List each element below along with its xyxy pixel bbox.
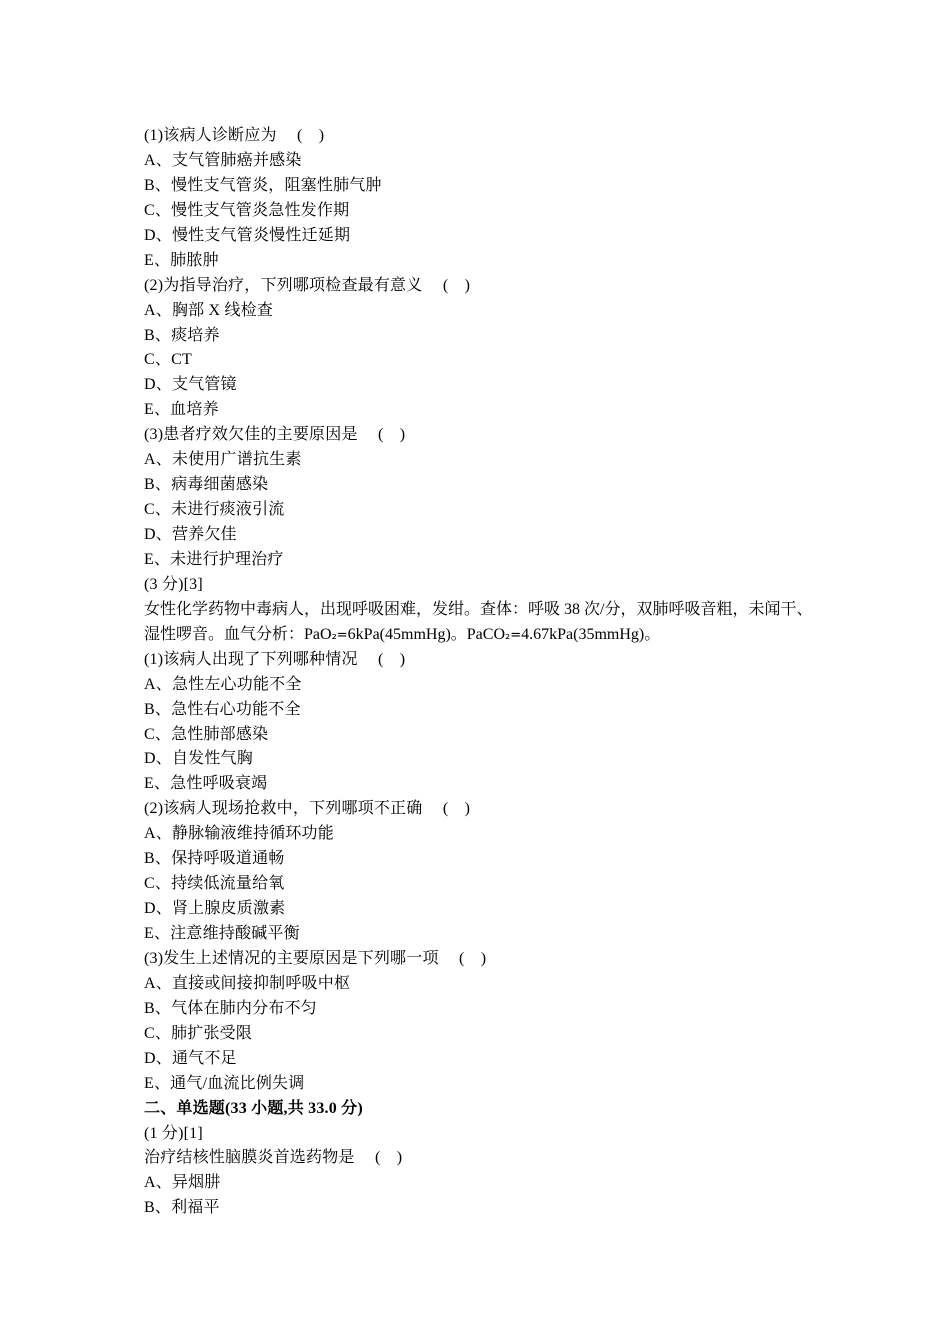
answer-option: A、急性左心功能不全 bbox=[144, 675, 302, 693]
answer-option: A、支气管肺癌并感染 bbox=[144, 151, 302, 169]
answer-option: C、肺扩张受限 bbox=[144, 1024, 253, 1042]
question-stem: (2)为指导治疗，下列哪项检查最有意义 ( ) bbox=[144, 276, 471, 294]
answer-option: A、异烟肼 bbox=[144, 1174, 221, 1192]
question-stem: (1)该病人诊断应为 ( ) bbox=[144, 127, 325, 144]
case-line: 女性化学药物中毒病人，出现呼吸困难，发绀。查体：呼吸 38 次/分，双肺呼吸音粗，未闻干、 bbox=[144, 600, 813, 618]
answer-option: D、肾上腺皮质激素 bbox=[144, 900, 286, 918]
answer-option: A、未使用广谱抗生素 bbox=[144, 451, 302, 469]
answer-option: A、胸部 X 线检查 bbox=[144, 301, 274, 319]
answer-option: D、营养欠佳 bbox=[144, 526, 237, 543]
answer-option: E、通气/血流比例失调 bbox=[144, 1074, 305, 1092]
answer-option: E、肺脓肿 bbox=[144, 251, 219, 269]
answer-option: C、未进行痰液引流 bbox=[144, 501, 285, 519]
answer-option: B、保持呼吸道通畅 bbox=[144, 850, 285, 868]
answer-option: B、痰培养 bbox=[144, 326, 220, 344]
score-marker: (1 分)[1] bbox=[144, 1124, 203, 1142]
answer-option: D、支气管镜 bbox=[144, 376, 237, 394]
case-text-segment: 湿性啰音。血气分析：PaO bbox=[144, 625, 332, 643]
section-heading: 二、单选题(33 小题,共 33.0 分) bbox=[144, 1099, 363, 1117]
score-marker: (3 分)[3] bbox=[144, 575, 203, 593]
answer-option: B、利福平 bbox=[144, 1199, 220, 1217]
answer-option: C、慢性支气管炎急性发作期 bbox=[144, 201, 350, 219]
case-line bbox=[144, 623, 824, 648]
question-stem: (3)发生上述情况的主要原因是下列哪一项 ( ) bbox=[144, 949, 487, 967]
answer-option: C、CT bbox=[144, 351, 192, 369]
answer-option: B、病毒细菌感染 bbox=[144, 476, 269, 494]
answer-option: A、静脉输液维持循环功能 bbox=[144, 825, 334, 843]
question-stem: 治疗结核性脑膜炎首选药物是 ( ) bbox=[144, 1149, 403, 1167]
answer-option: D、自发性气胸 bbox=[144, 750, 253, 768]
answer-option: A、直接或间接抑制呼吸中枢 bbox=[144, 974, 351, 992]
question-stem: (1)该病人出现了下列哪种情况 ( ) bbox=[144, 650, 406, 668]
subscript-equals-glyph: ₂= bbox=[505, 627, 522, 643]
document-body bbox=[144, 124, 824, 1221]
answer-option: C、急性肺部感染 bbox=[144, 725, 269, 743]
subscript-equals-glyph: ₂= bbox=[331, 627, 348, 643]
answer-option: E、未进行护理治疗 bbox=[144, 550, 284, 568]
case-text-segment: 4.67kPa(35mmHg)。 bbox=[521, 625, 661, 643]
question-stem: (3)患者疗效欠佳的主要原因是 ( ) bbox=[144, 426, 406, 444]
answer-option: C、持续低流量给氧 bbox=[144, 875, 285, 893]
case-text-segment: 6kPa(45mmHg)。PaCO bbox=[347, 625, 506, 643]
answer-option: B、气体在肺内分布不匀 bbox=[144, 999, 317, 1017]
answer-option: E、血培养 bbox=[144, 401, 219, 419]
answer-option: D、通气不足 bbox=[144, 1049, 237, 1067]
answer-option: E、注意维持酸碱平衡 bbox=[144, 925, 300, 942]
answer-option: B、急性右心功能不全 bbox=[144, 700, 301, 718]
answer-option: D、慢性支气管炎慢性迁延期 bbox=[144, 226, 351, 244]
question-stem: (2)该病人现场抢救中，下列哪项不正确 ( ) bbox=[144, 800, 471, 818]
answer-option: E、急性呼吸衰竭 bbox=[144, 775, 268, 793]
case-description bbox=[144, 598, 824, 648]
answer-option: B、慢性支气管炎，阻塞性肺气肿 bbox=[144, 176, 382, 194]
